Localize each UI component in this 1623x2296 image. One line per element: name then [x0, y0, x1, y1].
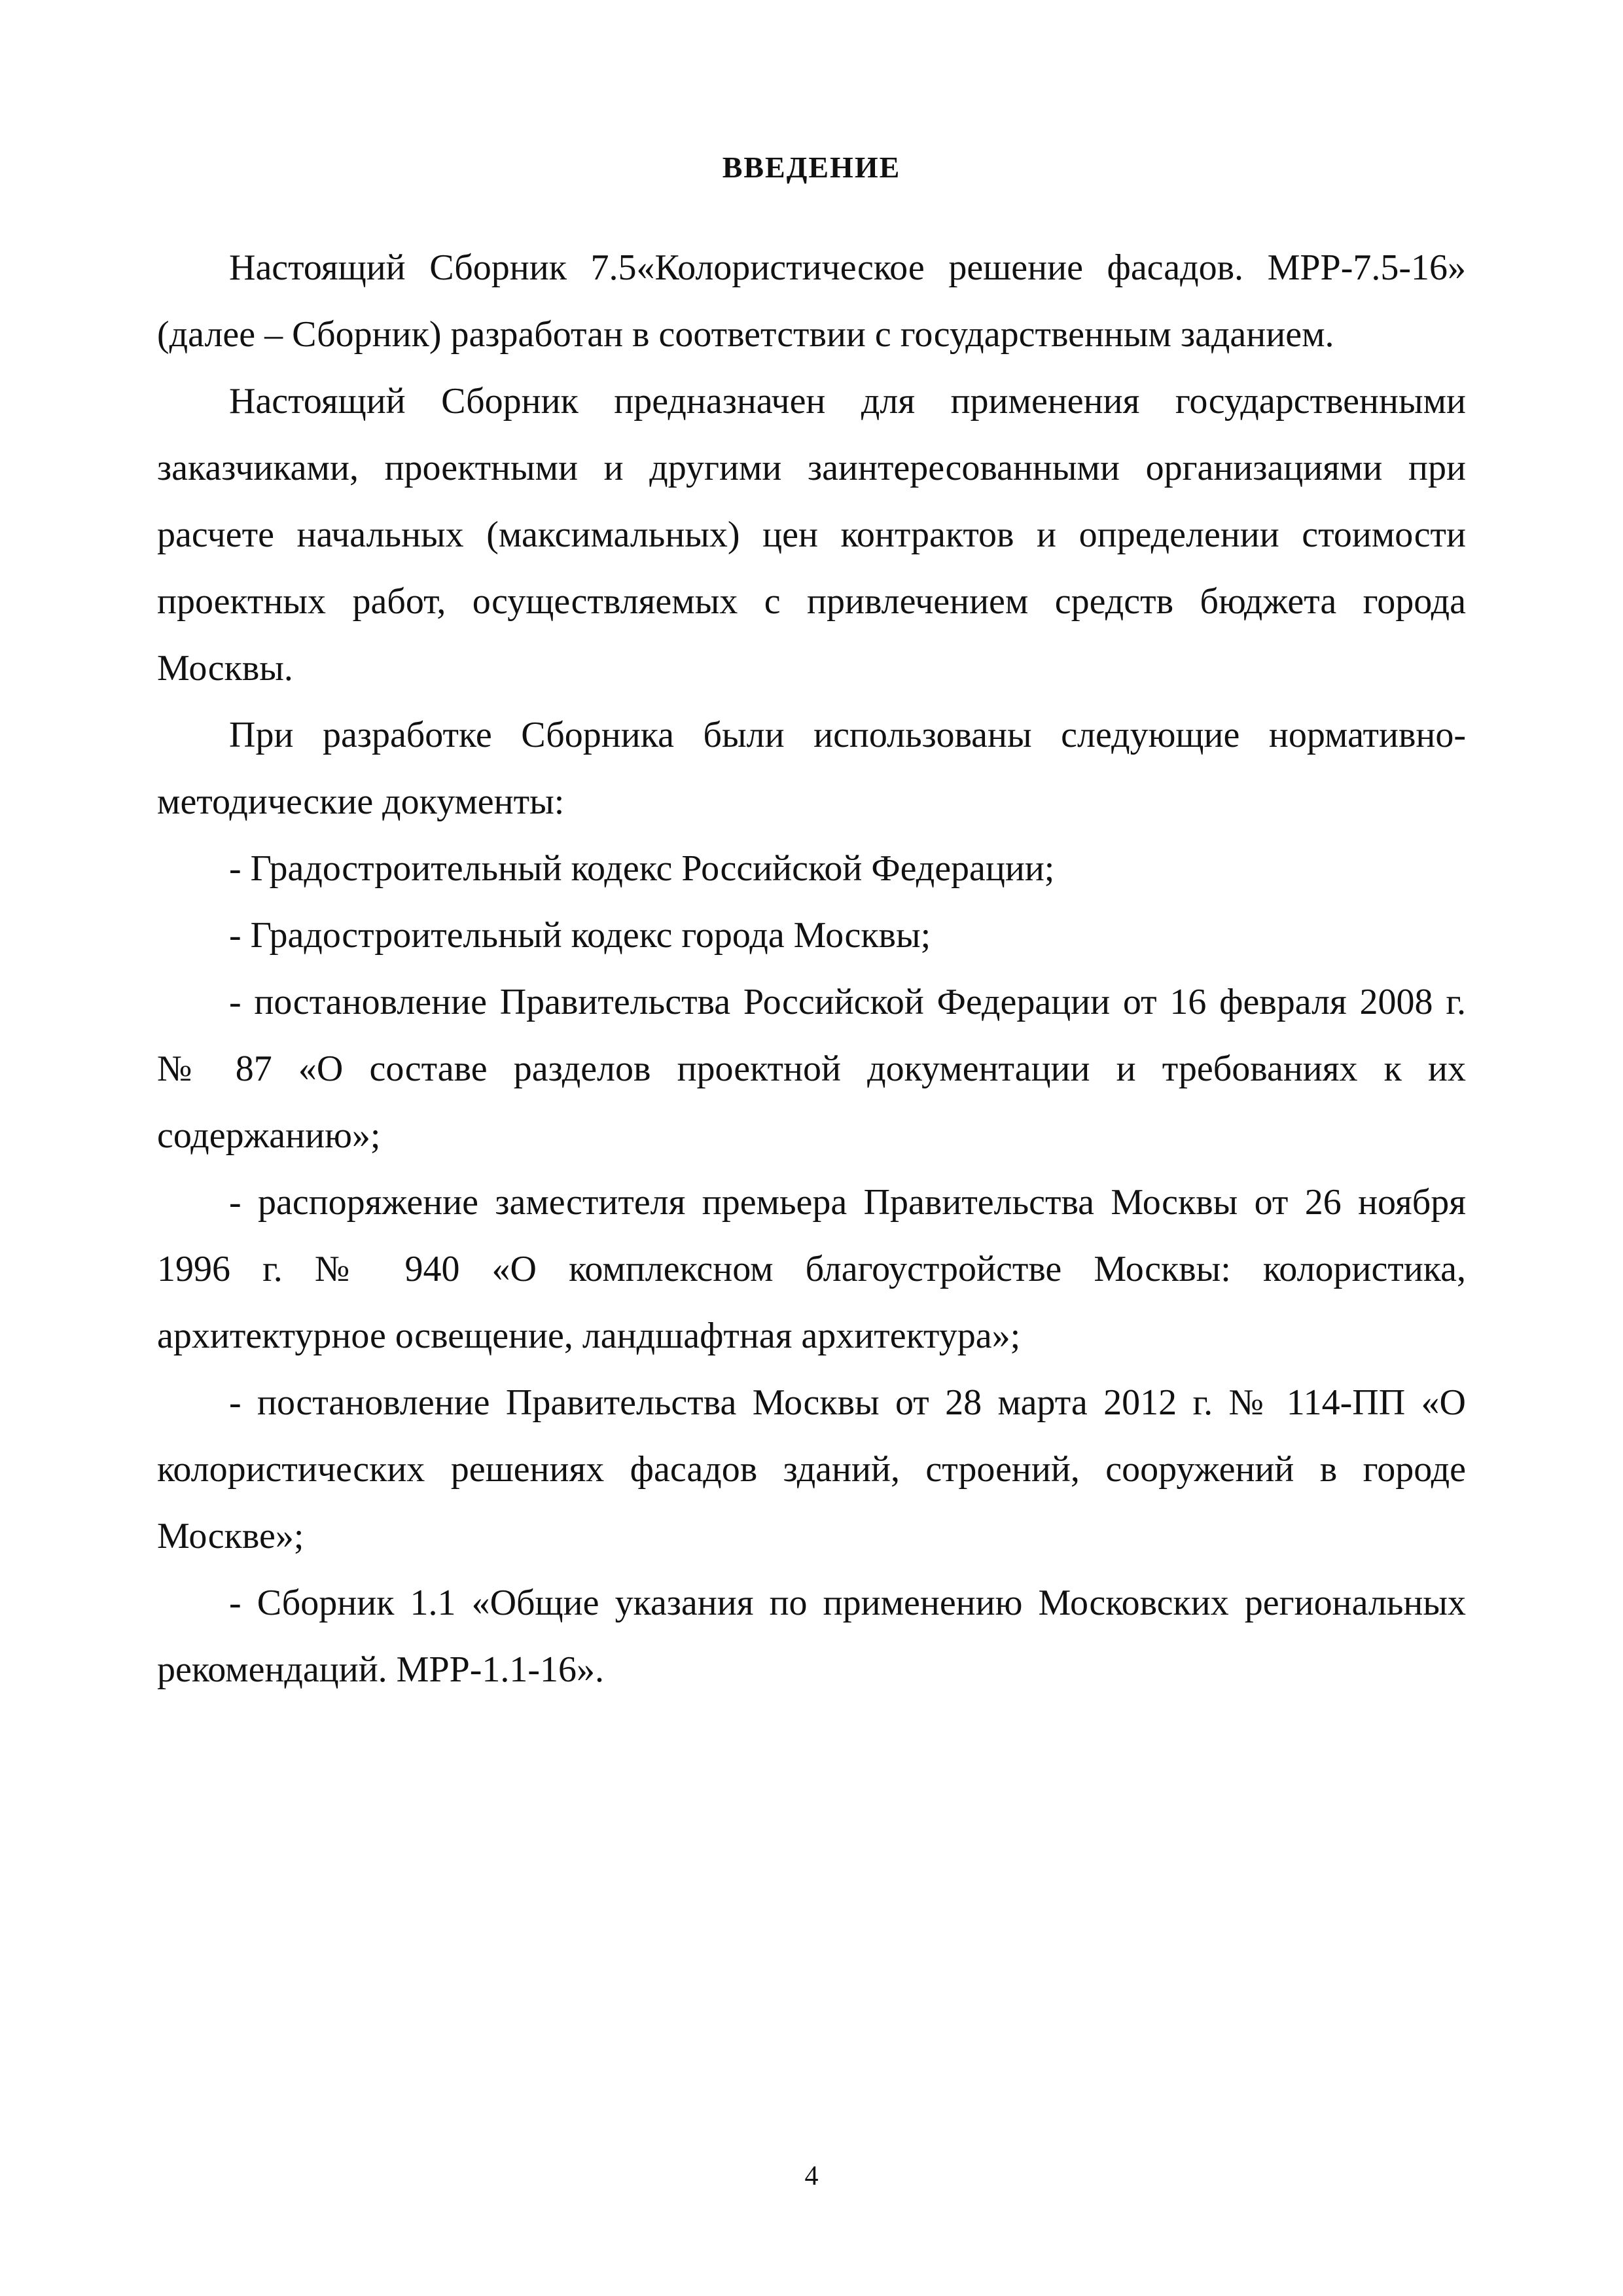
intro-paragraph: Настоящий Сборник 7.5«Колористическое решение фасадов. МРР-7.5-16» (далее – Сборник) разработан в соответствии с государственным заданием.	[157, 247, 1466, 355]
list-item: - Градостроительный кодекс Российской Федерации;	[229, 848, 1055, 889]
section-heading: ВВЕДЕНИЕ	[722, 151, 901, 184]
page-number: 4	[804, 2161, 819, 2191]
list-item: - распоряжение заместителя премьера Правительства Москвы от 26 ноября 1996 г. № 940 «О комплексном благоустройстве Москвы: колористика, архитектурное освещение, ландшафтная архитектура»;	[157, 1182, 1466, 1356]
list-item: - Градостроительный кодекс города Москвы;	[229, 915, 931, 956]
list-item: - постановление Правительства Москвы от 28 марта 2012 г. № 114-ПП «О колористических решениях фасадов зданий, строений, сооружений в городе Москве»;	[157, 1382, 1466, 1556]
list-item: - постановление Правительства Российской Федерации от 16 февраля 2008 г. № 87 «О составе разделов проектной документации и требованиях к их содержанию»;	[157, 982, 1466, 1156]
body-text	[157, 234, 1466, 1703]
list-item: - Сборник 1.1 «Общие указания по применению Московских региональных рекомендаций. МРР-1.1-16».	[157, 1583, 1466, 1690]
purpose-paragraph: Настоящий Сборник предназначен для применения государственными заказчиками, проектными и другими заинтересованными организациями при расчете начальных (максимальных) цен контрактов и определении стоимости проектных работ, осуществляемых с привлечением средств бюджета города Москвы.	[157, 381, 1466, 689]
sources-paragraph: При разработке Сборника были использованы следующие нормативно-методические документы:	[157, 715, 1466, 822]
